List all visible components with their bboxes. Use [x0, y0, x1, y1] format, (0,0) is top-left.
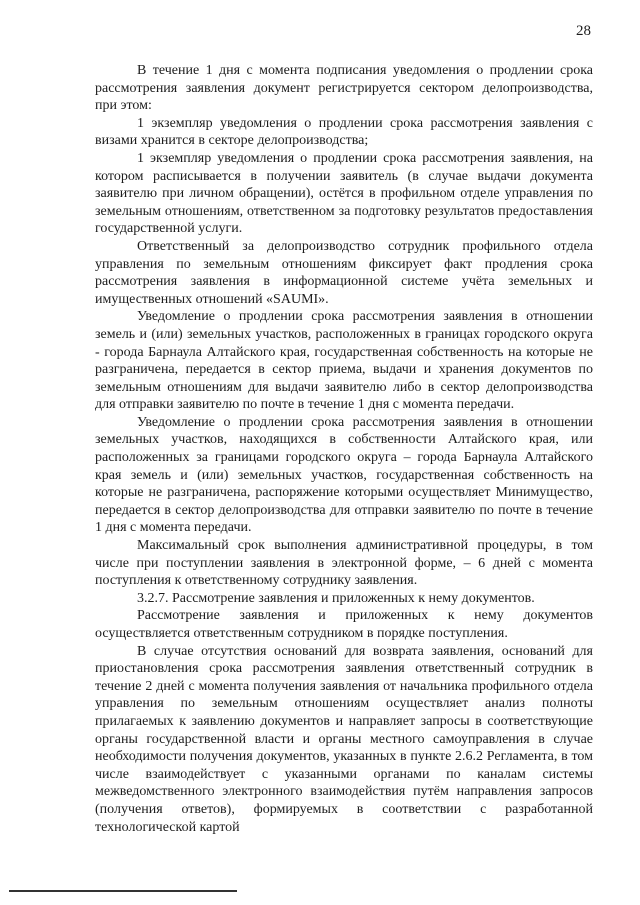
paragraph: Рассмотрение заявления и приложенных к нему документов осуществляется ответственным сотрудником в порядке поступления.: [95, 608, 593, 641]
paragraph: 1 экземпляр уведомления о продлении срока рассмотрения заявления с визами хранится в секторе делопроизводства;: [95, 115, 593, 149]
paragraph: Уведомление о продлении срока рассмотрения заявления в отношении земель и (или) земельных участков, расположенных в границах городского округа - города Барнаула Алтайского края, государственная собственность на которые не разграничена, передается в сектор приема, выдачи и хранения документов по земельным отношениям для выдачи заявителю либо в сектор делопроизводства для отправки заявителю по почте в течение 1 дня с момента передачи.: [95, 309, 593, 413]
footer-rule: [9, 890, 237, 892]
page-number: 28: [576, 23, 591, 39]
paragraph: В течение 1 дня с момента подписания уведомления о продлении срока рассмотрения заявления документ регистрируется сектором делопроизводства, при этом:: [95, 63, 593, 114]
paragraph: 1 экземпляр уведомления о продлении срока рассмотрения заявления, на котором расписывается в получении заявитель (в случае выдачи документа заявителю при личном обращении), остётся в профильном отделе управления по земельным отношениям, ответственном за подготовку результатов предоставления государственной услуги.: [95, 150, 593, 237]
paragraph: Максимальный срок выполнения административной процедуры, в том числе при поступлении заявления в электронной форме, – 6 дней с момента поступления к ответственному сотруднику заявления.: [95, 538, 593, 589]
paragraph: Уведомление о продлении срока рассмотрения заявления в отношении земельных участков, находящихся в собственности Алтайского края, или расположенных за границами городского округа – города Барнаула Алтайского края земель и (или) земельных участков, государственная собственность на которые не разграничена, распоряжение которыми осуществляет Минимущество, передается в сектор делопроизводства для отправки заявителю по почте в течение 1 дня с момента передачи.: [95, 414, 593, 536]
section-heading: 3.2.7. Рассмотрение заявления и приложенных к нему документов.: [137, 590, 535, 606]
paragraph: Ответственный за делопроизводство сотрудник профильного отдела управления по земельным отношениям фиксирует факт продления срока рассмотрения заявления в информационной системе учёта земельных и имущественных отношений «SAUMI».: [95, 238, 593, 307]
document-body: [95, 62, 593, 836]
paragraph: В случае отсутствия оснований для возврата заявления, оснований для приостановления срока рассмотрения заявления ответственный сотрудник в течение 2 дней с момента получения заявления от начальника профильного отдела управления по земельным отношениям осуществляет анализ полноты прилагаемых к заявлению документов и направляет запросы в соответствующие органы государственной власти и органы местного самоуправления в случае необходимости получения документов, указанных в пункте 2.6.2 Регламента, в том числе взаимодействует с указанными органами по каналам системы межведомственного электронного взаимодействия путём направления запросов (получения ответов), формируемых в соответствии с разработанной технологической картой: [95, 643, 593, 835]
